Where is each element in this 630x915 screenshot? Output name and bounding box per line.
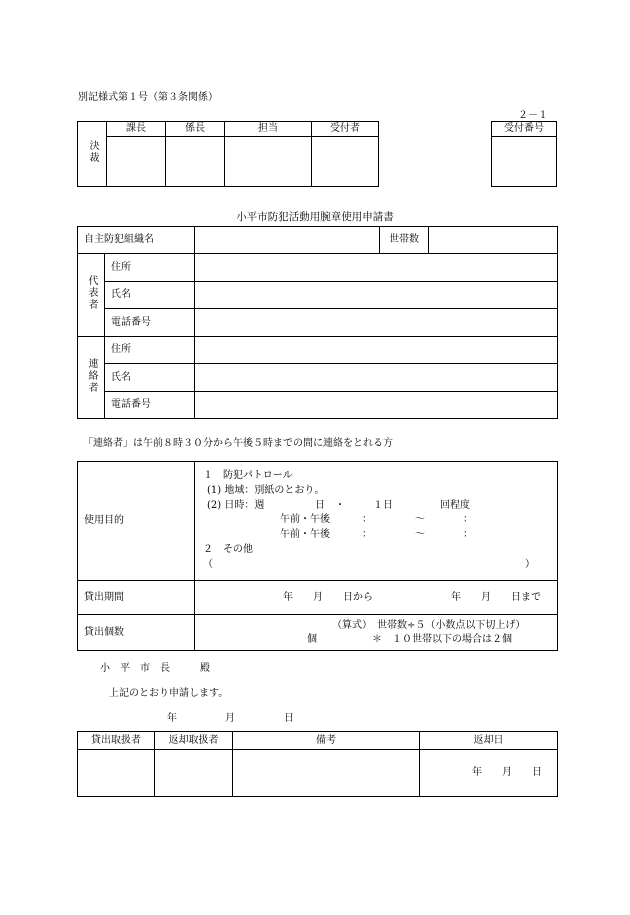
return-date-text: 年 月 日 xyxy=(472,767,542,778)
time-slot-1-ampm: 午前・午後 xyxy=(280,514,330,525)
rep-address-field[interactable] xyxy=(195,254,558,282)
return-col-date: 返却日 xyxy=(420,732,558,750)
count-unit: 個 xyxy=(307,634,317,645)
count-note: ＊ １０世帯以下の場合は２個 xyxy=(372,634,512,645)
contact-note: 「連絡者」は午前８時３０分から午後５時までの間に連絡をとれる方 xyxy=(83,438,393,449)
page-title: 小平市防犯活動用腕章使用申請書 xyxy=(236,211,394,223)
period-field[interactable] xyxy=(195,581,558,615)
household-count-field[interactable] xyxy=(429,227,558,254)
count-formula: （算式） 世帯数÷５（小数点以下切上げ） xyxy=(332,620,526,631)
purpose-line-datetime: (2) 日時：週 xyxy=(207,500,265,511)
date-day: 日 xyxy=(284,713,294,724)
rep-phone-label: 電話番号 xyxy=(105,309,195,337)
period-to: 年 月 日まで xyxy=(451,592,541,603)
contact-name-label: 氏名 xyxy=(105,364,195,392)
approval-col-subsection-chief: 係長 xyxy=(166,122,225,137)
approval-side-label: 決裁 xyxy=(78,122,107,187)
return-col-lender: 貸出取扱者 xyxy=(78,732,155,750)
request-text: 上記のとおり申請します。 xyxy=(109,688,229,699)
period-label: 貸出期間 xyxy=(78,581,195,615)
contact-phone-label: 電話番号 xyxy=(105,392,195,419)
contact-name-field[interactable] xyxy=(195,364,558,392)
receipt-number-table xyxy=(491,121,557,187)
time-slot-2-ampm: 午前・午後 xyxy=(280,529,330,540)
other-paren-open: （ xyxy=(203,559,213,570)
usage-table xyxy=(77,461,558,651)
receipt-number-field[interactable] xyxy=(492,137,557,187)
count-label: 貸出個数 xyxy=(78,615,195,651)
return-table xyxy=(77,731,558,797)
return-col-receiver: 返却取扱者 xyxy=(155,732,233,750)
org-name-label: 自主防犯組織名 xyxy=(78,227,195,254)
approval-stamp-cell[interactable] xyxy=(107,137,166,187)
rep-address-label: 住所 xyxy=(105,254,195,282)
form-label: 別記様式第１号（第３条関係） xyxy=(78,92,218,103)
purpose-line-area: (1) 地域：別紙のとおり。 xyxy=(207,485,325,496)
date-month: 月 xyxy=(225,713,235,724)
purpose-line-patrol: １ 防犯パトロール xyxy=(203,470,293,481)
approval-col-receiver: 受付者 xyxy=(312,122,379,137)
rep-name-field[interactable] xyxy=(195,282,558,309)
receiver-field[interactable] xyxy=(155,750,233,797)
approval-stamp-cell[interactable] xyxy=(312,137,379,187)
return-col-remarks: 備考 xyxy=(233,732,420,750)
page-number: ２－１ xyxy=(518,110,548,121)
purpose-content: １ 防犯パトロール (1) 地域：別紙のとおり。 (2) 日時：週 日 ・ １日 回程度 午前・午後 ： ～ ： 午前・午後 ： ～ ： ２ その他 （ ） xyxy=(195,462,558,581)
other-paren-close: ） xyxy=(525,559,535,570)
contact-phone-field[interactable] xyxy=(195,392,558,419)
period-from: 年 月 日から xyxy=(283,592,373,603)
count-field[interactable] xyxy=(195,615,558,651)
approval-table xyxy=(77,121,379,187)
household-count-label: 世帯数 xyxy=(380,227,429,254)
contact-address-label: 住所 xyxy=(105,337,195,364)
purpose-label: 使用目的 xyxy=(78,462,195,581)
rep-name-label: 氏名 xyxy=(105,282,195,309)
return-date-field[interactable] xyxy=(420,750,558,797)
addressee: 小 平 市 長 殿 xyxy=(100,663,210,674)
purpose-line-other: ２ その他 xyxy=(203,544,253,555)
approval-stamp-cell[interactable] xyxy=(166,137,225,187)
contact-address-field[interactable] xyxy=(195,337,558,364)
representative-label: 代表者 xyxy=(78,254,105,337)
approval-col-section-chief: 課長 xyxy=(107,122,166,137)
org-name-field[interactable] xyxy=(195,227,380,254)
date-year: 年 xyxy=(167,713,177,724)
remarks-field[interactable] xyxy=(233,750,420,797)
lender-field[interactable] xyxy=(78,750,155,797)
contact-person-label: 連絡者 xyxy=(78,337,105,419)
rep-phone-field[interactable] xyxy=(195,309,558,337)
applicant-table xyxy=(77,226,558,419)
approval-stamp-cell[interactable] xyxy=(225,137,312,187)
approval-col-staff: 担当 xyxy=(225,122,312,137)
receipt-number-label: 受付番号 xyxy=(492,122,557,137)
